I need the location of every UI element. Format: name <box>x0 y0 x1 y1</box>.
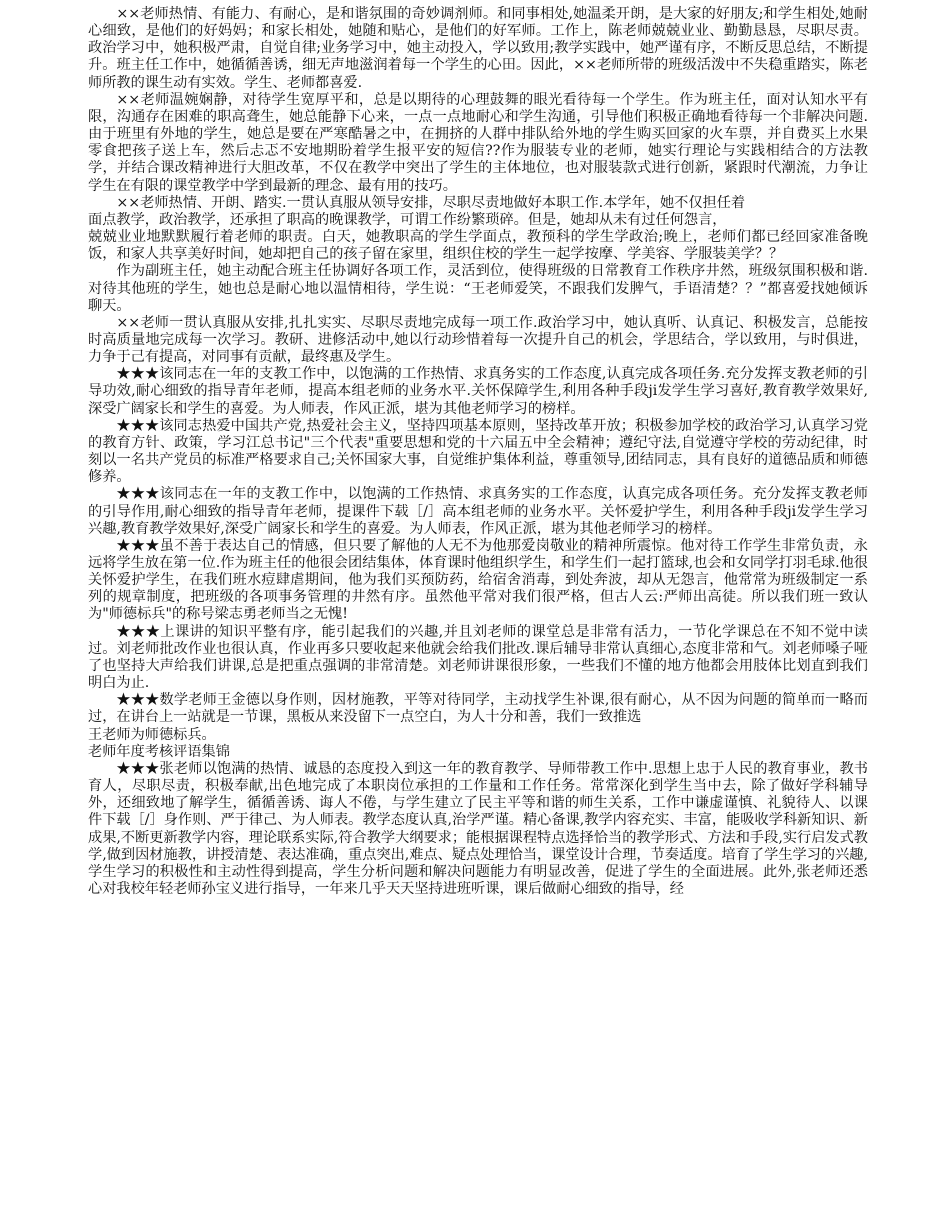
paragraph-5: ××老师一贯认真服从安排,扎扎实实、尽职尽责地完成每一项工作.政治学习中，她认真听、认真记、积极发言，总能按时高质量地完成每一次学习。教研、进修活动中,她以行动珍惜着每一次提升自己的机会，学思结合，学以致用，与时俱进，力争于己有提高，对同事有贡献，最终惠及学生。 <box>88 314 868 366</box>
paragraph-10: ★★★上课讲的知识平整有序，能引起我们的兴趣,并且刘老师的课堂总是非常有活力，一节化学课总在不知不觉中读过。刘老师批改作业也很认真，作业再多只要收起来他就会给我们批改.课后辅导非常认真细心,态度非常和气。刘老师嗓子哑了也坚持大声给我们讲课,总是把重点强调的非常清楚。刘老师讲课很形象，一些我们不懂的地方他都会用肢体比划直到我们明白为止. <box>88 623 868 692</box>
paragraph-3: ××老师热情、开朗、踏实.一贯认真服从领导安排，尽职尽责地做好本职工作.本学年，她不仅担任着 <box>116 194 746 211</box>
paragraph-12: ★★★张老师以饱满的热情、诚恳的态度投入到这一年的教育教学、导师带教工作中.思想上忠于人民的教育事业，教书育人，尽职尽责，积极奉献,出色地完成了本职岗位承担的工作量和工作任务。常常深化到学生当中去，除了做好学科辅导外，还细致地了解学生，循循善诱、诲人不倦，与学生建立了民主平等和谐的师生关系，工作中谦虚谨慎、礼貌待人、以课件下载［/］身作则、严于律己、为人师表。教学态度认真,治学严谨。精心备课,教学内容充实、丰富，能吸收学科新知识、新成果,不断更新教学内容，理论联系实际,符合教学大纲要求；能根据课程特点选择恰当的教学形式、方法和手段,实行启发式教学,做到因材施教，讲授清楚、表达准确，重点突出,难点、疑点处理恰当，课堂设计合理，节奏适度。培育了学生学习的兴趣,学生学习的积极性和主动性得到提高，学生分析问题和解决问题能力有明显改善，促进了学生的全面进展。此外,张老师还悉心对我校年轻老师孙宝义进行指导，一年来几乎天天坚持进班听课，课后做耐心细致的指导，经 <box>88 760 868 897</box>
paragraph-7: ★★★该同志热爱中国共产党,热爱社会主义，坚持四项基本原则，坚持改革开放；积极参加学校的政治学习,认真学习党的教育方针、政策，学习江总书记"三个代表"重要思想和党的十六届五中全会精神；遵纪守法,自觉遵守学校的劳动纪律，时刻以一名共产党员的标准严格要求自己;关怀国家大事，自觉维护集体利益，尊重领导,团结同志，具有良好的道德品质和师德修养。 <box>88 417 868 486</box>
paragraph-11-continued: 王老师为师德标兵。 <box>88 726 216 743</box>
paragraph-3-continued: 面点教学，政治教学，还承担了职高的晚课教学，可谓工作纷繁琐碎。但是，她却从未有过任何怨言， <box>88 211 727 228</box>
paragraph-11: ★★★数学老师王金德以身作则，因材施教，平等对待同学，主动找学生补课,很有耐心，从不因为问题的简单而一略而过，在讲台上一站就是一节课，黑板从来没留下一点空白，为人十分和善，我们一致推选 <box>88 692 868 726</box>
paragraph-8: ★★★该同志在一年的支教工作中，以饱满的工作热情、求真务实的工作态度，认真完成各项任务。充分发挥支教老师的引导作用,耐心细致的指导青年老师，提课件下载［/］高本组老师的业务水平。关怀爱护学生，利用各种手段ji发学生学习兴趣,教育教学效果好,深受广阔家长和学生的喜爱。为人师表，作风正派，堪为其他老师学习的榜样。 <box>88 486 868 537</box>
paragraph-1: ××老师热情、有能力、有耐心，是和谐氛围的奇妙调剂师。和同事相处,她温柔开朗，是大家的好朋友;和学生相处,她耐心细致，是他们的好妈妈；和家长相处，她随和贴心，是他们的好军师。工作上，陈老师兢兢业业、勤勤恳恳，尽职尽责。政治学习中，她积极严肃，自觉自律;业务学习中，她主动投入，学以致用;教学实践中，她严谨有序，不断反思总结，不断提升。班主任工作中，她循循善诱，细无声地滋润着每一个学生的心田。因此，××老师所带的班级活泼中不失稳重踏实，陈老师所教的课生动有实效。学生、老师都喜爱. <box>88 6 868 91</box>
paragraph-4: 作为副班主任，她主动配合班主任协调好各项工作，灵活到位，使得班级的日常教育工作秩序井然，班级氛围积极和谐.对待其他班的学生，她也总是耐心地以温情相待，学生说：“王老师爱笑，不跟我们发脾气，手语清楚？？”都喜爱找她倾诉聊天。 <box>88 263 868 314</box>
paragraph-3-continued-2: 兢兢业业地默默履行着老师的职责。白天，她教职高的学生学面点，教预科的学生学政治;晚上，老师们都已经回家准备晚饭，和家人共享美好时间，她却把自己的孩子留在家里，组织住校的学生一起学按摩、学美容、学服装美学？？ <box>88 229 868 263</box>
paragraph-9: ★★★虽不善于表达自己的情感，但只要了解他的人无不为他那爱岗敬业的精神所震惊。他对待工作学生非常负责，永远将学生放在第一位.作为班主任的他很会团结集体，体育课时他组织学生，和学生们一起打篮球,也会和女同学打羽毛球.他很关怀爱护学生，在我们班水痘肆虐期间，他为我们买预防药，给宿舍消毒，到处奔波，却从无怨言，他常常为班级制定一系列的规章制度，把班级的各项事务管理的井然有序。虽然他平常对我们很严格，但古人云:严师出高徒。所以我们班一致认为"师德标兵"的称号梁志勇老师当之无愧! <box>88 537 868 623</box>
paragraph-6: ★★★该同志在一年的支教工作中，以饱满的工作热情、求真务实的工作态度,认真完成各项任务.充分发挥支教老师的引导功效,耐心细致的指导青年老师，提高本组老师的业务水平.关怀保障学生,利用各种手段ji发学生学习喜好,教育教学效果好,深受广阔家长和学生的喜爱。为人师表，作风正派，堪为其他老师学习的榜样。 <box>88 366 868 417</box>
paragraph-2: ××老师温婉娴静，对待学生宽厚平和，总是以期待的心理鼓舞的眼光看待每一个学生。作为班主任，面对认知水平有限，沟通存在困难的职高聋生，她总能静下心来，一点一点地耐心和学生沟通，引导他们积极正确地看待每一个非解决问题.由于班里有外地的学生，她总是要在严寒酷暑之中，在拥挤的人群中排队给外地的学生购买回家的火车票，并自费买上水果零食把孩子送上车，然后忐忑不安地期盼着学生报平安的短信??作为服装专业的老师，她实行理论与实践相结合的方法教学，并结合课改精神进行大胆改革，不仅在教学中突出了学生的主体地位，也对服装款式进行创新，紧跟时代潮流，力争让学生在有限的课堂教学中学到最新的理念、最有用的技巧。 <box>88 91 868 194</box>
section-heading: 老师年度考核评语集锦 <box>88 743 230 760</box>
